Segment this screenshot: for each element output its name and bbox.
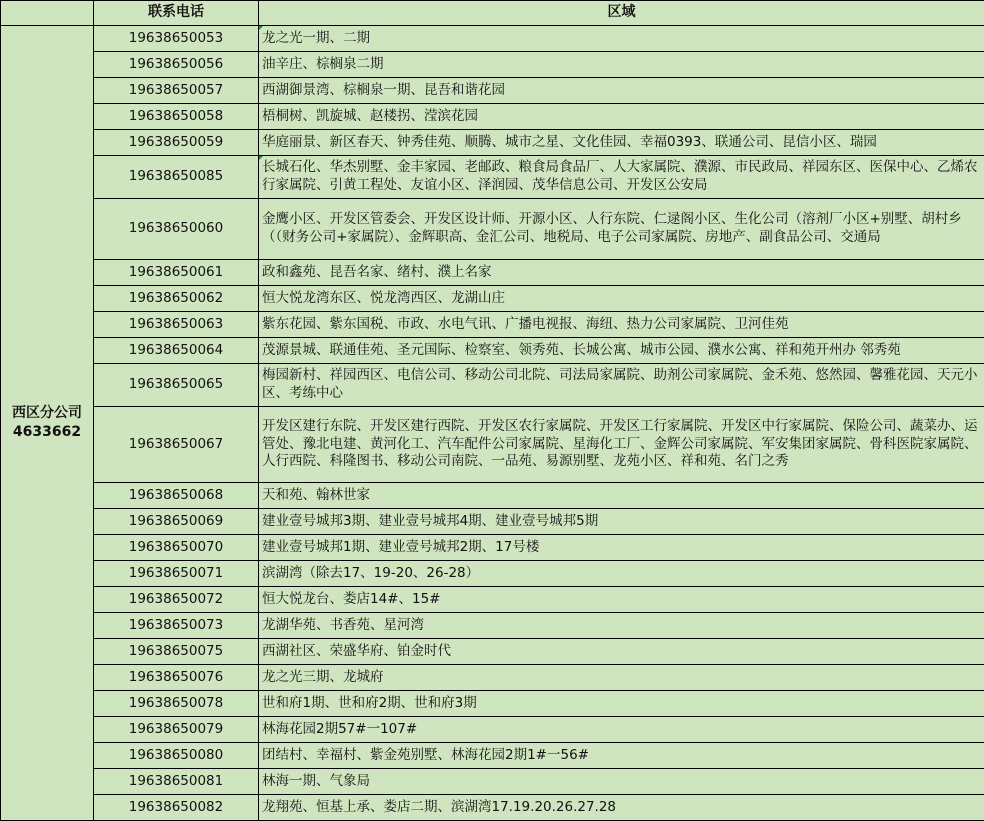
area-cell: 恒大悦龙湾东区、悦龙湾西区、龙湖山庄 — [259, 286, 984, 312]
branch-cell — [1, 26, 94, 821]
table-row — [1, 104, 984, 130]
area-cell: 龙翔苑、恒基上承、娄店二期、滨湖湾17.19.20.26.27.28 — [259, 795, 984, 821]
area-cell: 开发区建行东院、开发区建行西院、开发区农行家属院、开发区工行家属院、开发区中行家属院、保险公司、蔬菜办、运管处、豫北电建、黄河化工、汽车配件公司家属院、星海化工厂、金辉公司家属院、军安集团家属院、骨科医院家属院、人行西院、科隆图书、移动公司南院、一品苑、易源别墅、龙苑小区、祥和苑、名门之秀 — [259, 407, 984, 483]
table-row — [1, 26, 984, 52]
table-row — [1, 407, 984, 483]
phone-cell: 19638650060 — [94, 199, 259, 260]
phone-cell: 19638650079 — [94, 717, 259, 743]
area-cell: 团结村、幸福村、紫金苑别墅、林海花园2期1#一56# — [259, 743, 984, 769]
phone-cell: 19638650073 — [94, 613, 259, 639]
table-row — [1, 717, 984, 743]
table-row — [1, 483, 984, 509]
area-cell: 紫东花园、紫东国税、市政、水电气讯、广播电视报、海纽、热力公司家属院、卫河佳苑 — [259, 312, 984, 338]
table-row — [1, 338, 984, 364]
table-row — [1, 260, 984, 286]
phone-cell: 19638650081 — [94, 769, 259, 795]
table-row — [1, 743, 984, 769]
table-row — [1, 156, 984, 199]
area-cell: 滨湖湾（除去17、19-20、26-28） — [259, 561, 984, 587]
phone-cell: 19638650057 — [94, 78, 259, 104]
table-row — [1, 509, 984, 535]
header-area: 区域 — [259, 1, 984, 26]
phone-cell: 19638650071 — [94, 561, 259, 587]
area-cell: 长城石化、华杰别墅、金丰家园、老邮政、粮食局食品厂、人大家属院、濮源、市民政局、祥园东区、医保中心、乙烯农行家属院、引黄工程处、友谊小区、泽润园、茂华信息公司、开发区公安局 — [259, 156, 984, 199]
table-row — [1, 639, 984, 665]
area-cell: 建业壹号城邦3期、建业壹号城邦4期、建业壹号城邦5期 — [259, 509, 984, 535]
header-row — [1, 1, 984, 26]
table-row — [1, 535, 984, 561]
phone-cell: 19638650078 — [94, 691, 259, 717]
phone-cell: 19638650064 — [94, 338, 259, 364]
area-cell: 林海一期、气象局 — [259, 769, 984, 795]
area-cell: 西湖御景湾、棕榈泉一期、昆吾和谐花园 — [259, 78, 984, 104]
phone-cell: 19638650085 — [94, 156, 259, 199]
table-row — [1, 561, 984, 587]
phone-cell: 19638650076 — [94, 665, 259, 691]
area-cell: 世和府1期、世和府2期、世和府3期 — [259, 691, 984, 717]
area-cell: 恒大悦龙台、娄店14#、15# — [259, 587, 984, 613]
header-phone: 联系电话 — [94, 1, 259, 26]
area-cell: 茂源景城、联通佳苑、圣元国际、检察室、领秀苑、长城公寓、城市公园、濮水公寓、祥和苑开州办 邻秀苑 — [259, 338, 984, 364]
phone-cell: 19638650058 — [94, 104, 259, 130]
phone-cell: 19638650068 — [94, 483, 259, 509]
area-cell: 天和苑、翰林世家 — [259, 483, 984, 509]
header-blank — [1, 1, 94, 26]
table-row — [1, 769, 984, 795]
area-cell: 西湖社区、荣盛华府、铂金时代 — [259, 639, 984, 665]
table-row — [1, 665, 984, 691]
table-row — [1, 312, 984, 338]
phone-cell: 19638650080 — [94, 743, 259, 769]
area-cell: 龙之光三期、龙城府 — [259, 665, 984, 691]
area-cell: 建业壹号城邦1期、建业壹号城邦2期、17号楼 — [259, 535, 984, 561]
phone-cell: 19638650065 — [94, 364, 259, 407]
area-cell: 油辛庄、棕榈泉二期 — [259, 52, 984, 78]
area-cell: 政和鑫苑、昆吾名家、绪村、濮上名家 — [259, 260, 984, 286]
table-row — [1, 691, 984, 717]
table-row — [1, 199, 984, 260]
table-row — [1, 587, 984, 613]
phone-cell: 19638650069 — [94, 509, 259, 535]
phone-cell: 19638650070 — [94, 535, 259, 561]
table-row — [1, 130, 984, 156]
area-cell: 梧桐树、凯旋城、赵楼拐、滢滨花园 — [259, 104, 984, 130]
area-cell: 龙之光一期、二期 — [259, 26, 984, 52]
area-cell: 金鹰小区、开发区管委会、开发区设计师、开源小区、人行东院、仁逯阁小区、生化公司（溶剂厂小区+别墅、胡村乡（（财务公司+家属院）、金辉职高、金汇公司、地税局、电子公司家属院、房地产、副食品公司、交通局 — [259, 199, 984, 260]
phone-cell: 19638650056 — [94, 52, 259, 78]
phone-cell: 19638650082 — [94, 795, 259, 821]
table-row — [1, 613, 984, 639]
branch-name: 西区分公司 — [1, 404, 93, 423]
area-cell: 华庭丽景、新区春天、钟秀佳苑、顺腾、城市之星、文化佳园、幸福0393、联通公司、昆信小区、瑞园 — [259, 130, 984, 156]
table-row — [1, 78, 984, 104]
table-row — [1, 286, 984, 312]
phone-cell: 19638650067 — [94, 407, 259, 483]
table-row — [1, 52, 984, 78]
phone-cell: 19638650061 — [94, 260, 259, 286]
area-cell: 林海花园2期57#一107# — [259, 717, 984, 743]
phone-cell: 19638650059 — [94, 130, 259, 156]
phone-cell: 19638650072 — [94, 587, 259, 613]
area-cell: 梅园新村、祥园西区、电信公司、移动公司北院、司法局家属院、助剂公司家属院、金禾苑、悠然园、馨雅花园、天元小区、考练中心 — [259, 364, 984, 407]
phone-cell: 19638650063 — [94, 312, 259, 338]
phone-cell: 19638650053 — [94, 26, 259, 52]
branch-code: 4633662 — [1, 423, 93, 442]
phone-cell: 19638650075 — [94, 639, 259, 665]
table-row — [1, 364, 984, 407]
area-cell: 龙湖华苑、书香苑、星河湾 — [259, 613, 984, 639]
phone-cell: 19638650062 — [94, 286, 259, 312]
